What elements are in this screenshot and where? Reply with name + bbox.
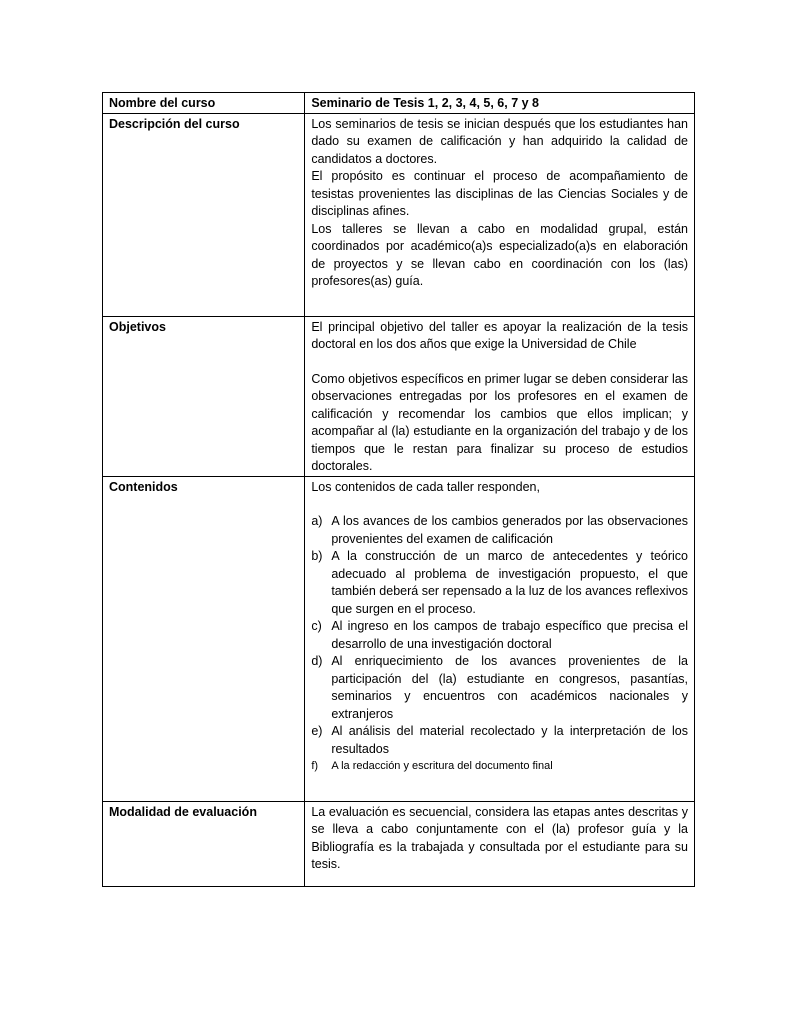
contents-intro: Los contenidos de cada taller responden, [311, 479, 540, 494]
contents-label: Contenidos [103, 476, 305, 801]
contents-list [311, 513, 688, 776]
row-objectives [103, 316, 695, 476]
list-item-text: Al ingreso en los campos de trabajo específico que precisa el desarrollo de una investigación doctoral [331, 619, 688, 651]
list-item [311, 618, 688, 653]
evaluation-cell [305, 801, 695, 886]
row-evaluation [103, 801, 695, 886]
list-item-text: Al análisis del material recolectado y la interpretación de los resultados [331, 724, 688, 756]
spacer [311, 354, 688, 371]
list-marker: e) [311, 724, 323, 738]
list-item-text: A la construcción de un marco de antecedentes y teórico adecuado al problema de investigación propuesto, el que también deberá ser repensado a la luz de los avances reflexivos que surgen en el proceso. [331, 549, 688, 616]
list-item-text: A los avances de los cambios generados por las observaciones provenientes del examen de calificación [331, 514, 688, 546]
objectives-label: Objetivos [103, 316, 305, 476]
contents-cell [305, 476, 695, 801]
list-marker: a) [311, 514, 323, 528]
row-description [103, 113, 695, 316]
spacer [311, 496, 688, 513]
list-marker: b) [311, 549, 323, 563]
list-item-text: Al enriquecimiento de los avances provenientes de la participación del (la) estudiante en congresos, pasantías, seminarios y encuentros con académicos nacionales y extranjeros [331, 654, 688, 721]
course-name-label: Nombre del curso [103, 93, 305, 114]
list-marker: d) [311, 654, 323, 668]
objectives-cell [305, 316, 695, 476]
description-paragraph: Los talleres se llevan a cabo en modalidad grupal, están coordinados por académico(a)s especializado(a)s en elaboración de proyectos y se llevan cabo en coordinación con los (las) profesores(as) guía. [311, 221, 688, 288]
description-paragraph: Los seminarios de tesis se inician después que los estudiantes han dado su examen de calificación y han adquirido la calidad de candidatos a doctores. [311, 116, 688, 166]
list-item-text: A la redacción y escritura del documento final [331, 760, 553, 772]
course-name-value: Seminario de Tesis 1, 2, 3, 4, 5, 6, 7 y 8 [305, 93, 695, 114]
list-item [311, 653, 688, 723]
evaluation-text: La evaluación es secuencial, considera las etapas antes descritas y se lleva a cabo conjuntamente con el (la) profesor guía y la Bibliografía es la trabajada y consultada por el estudiante para su tesis. [311, 804, 688, 871]
list-item [311, 513, 688, 548]
row-course-name [103, 93, 695, 114]
list-item [311, 758, 688, 776]
description-label: Descripción del curso [103, 113, 305, 316]
list-marker: f) [311, 760, 319, 772]
list-marker: c) [311, 619, 322, 633]
objectives-paragraph: Como objetivos específicos en primer lugar se deben considerar las observaciones entregadas por los profesores en el examen de calificación y recomendar los cambios que ellos implican; y acompañar al (la) estudiante en la organización del trabajo y de los tiempos que le restan para finalizar su proceso de estudios doctorales. [311, 371, 688, 473]
objectives-paragraph: El principal objetivo del taller es apoyar la realización de la tesis doctoral en los dos años que exige la Universidad de Chile [311, 319, 688, 351]
evaluation-label: Modalidad de evaluación [103, 801, 305, 886]
description-cell [305, 113, 695, 316]
description-paragraph: El propósito es continuar el proceso de acompañamiento de tesistas provenientes las disciplinas de las Ciencias Sociales y de disciplinas afines. [311, 169, 688, 218]
list-item [311, 723, 688, 758]
list-item [311, 548, 688, 618]
course-table [102, 92, 695, 887]
row-contents [103, 476, 695, 801]
